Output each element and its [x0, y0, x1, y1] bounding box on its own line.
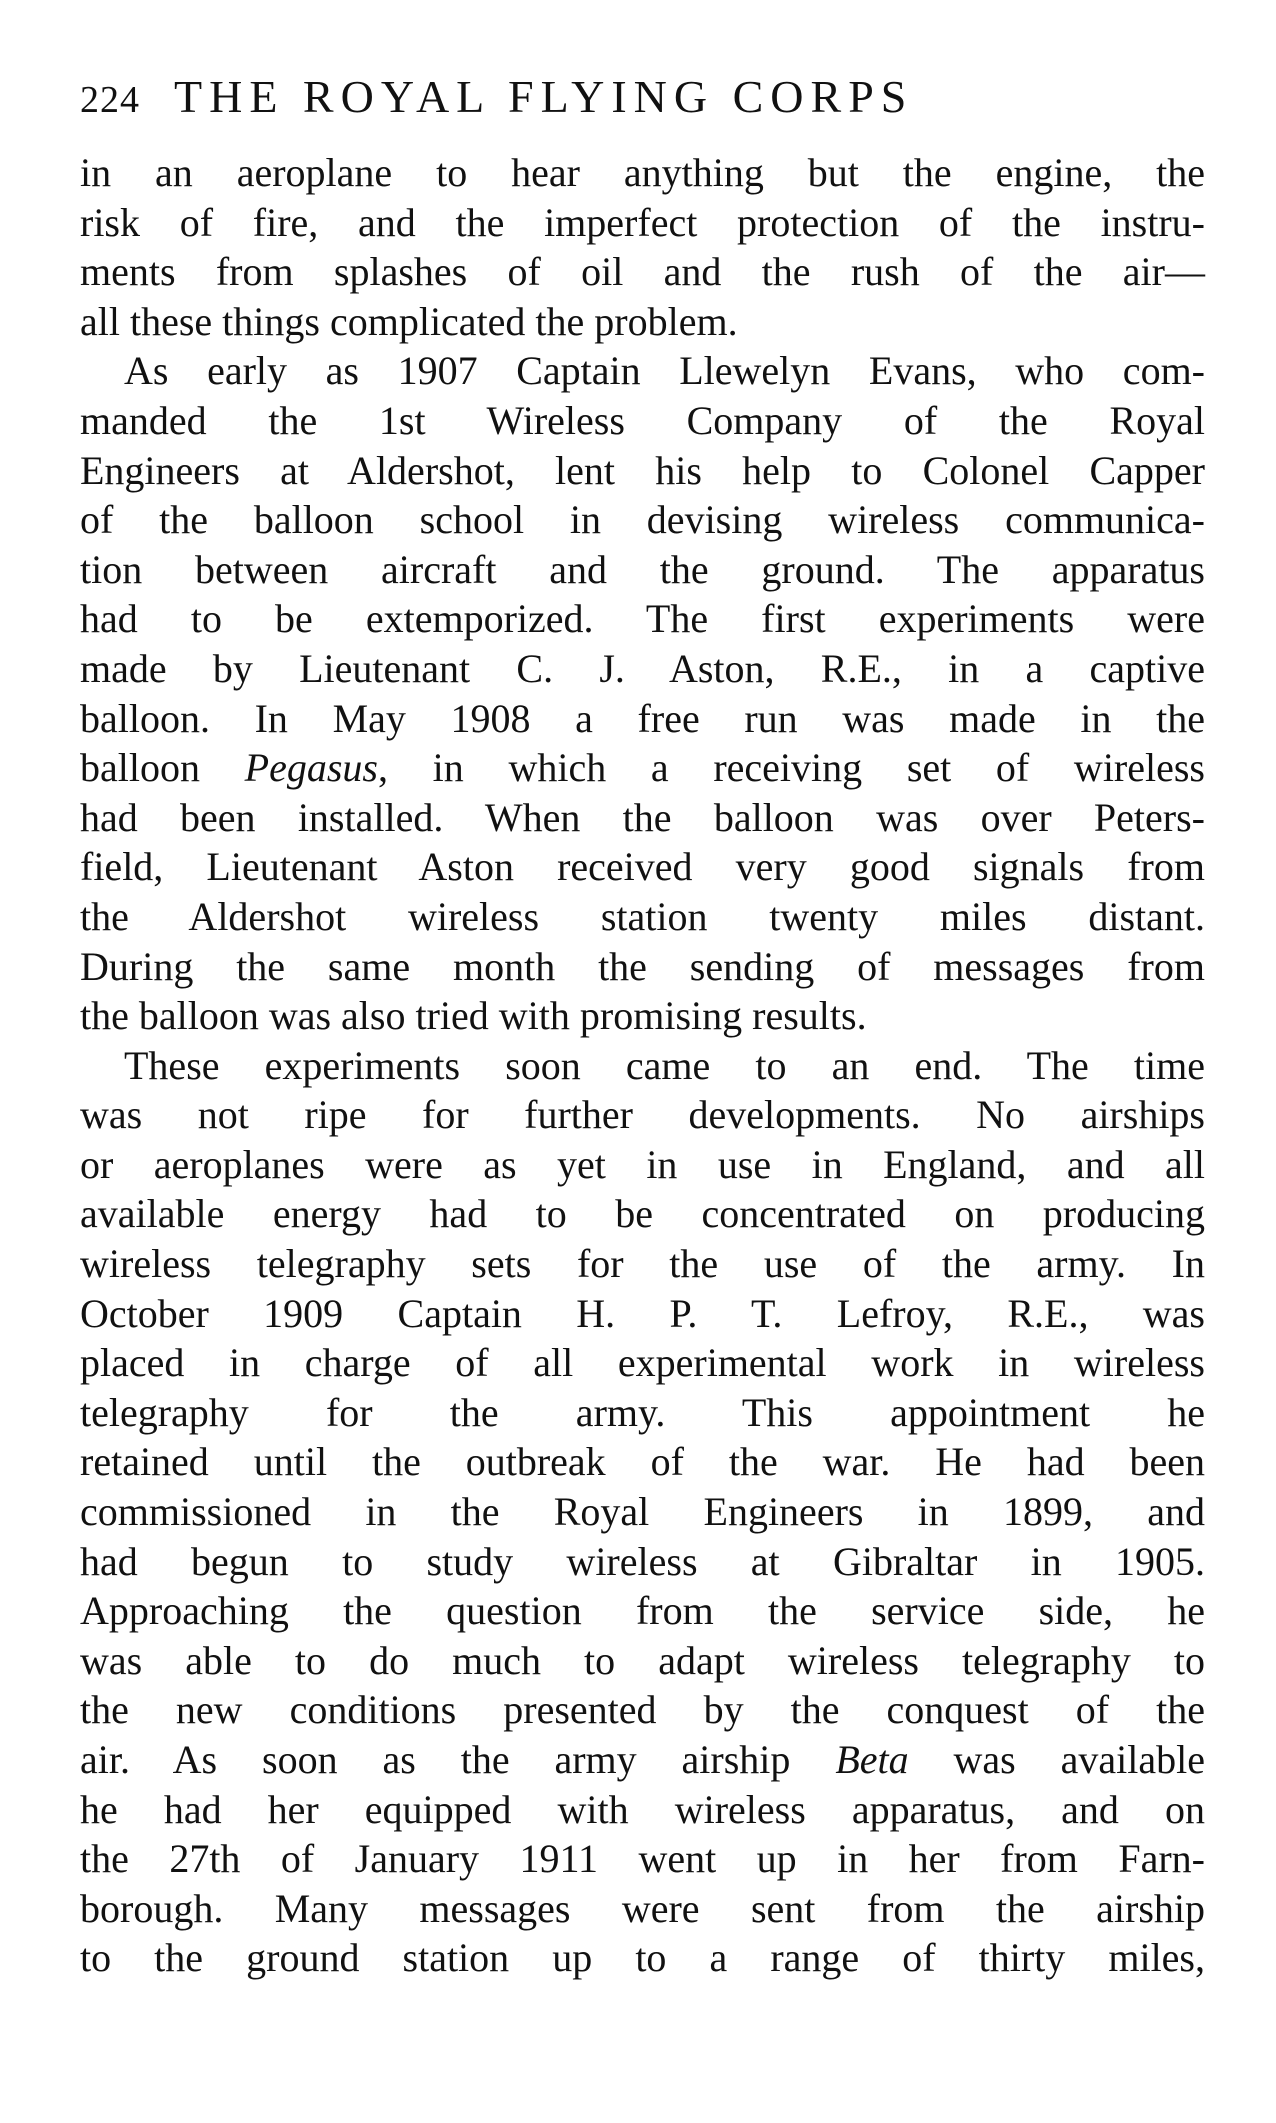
text-line: retained until the outbreak of the war. He had been [80, 1439, 1205, 1485]
text-run: balloon [80, 745, 245, 791]
text-line: had been installed. When the balloon was over Peters- [80, 794, 1205, 840]
text-line-with-italic [80, 1735, 1205, 1785]
text-line: telegraphy for the army. This appointment he [80, 1389, 1205, 1435]
text-line: was able to do much to adapt wireless telegraphy to [80, 1637, 1205, 1683]
page-number: 224 [80, 79, 140, 121]
text-line: was not ripe for further developments. No airships [80, 1092, 1205, 1138]
text-line: Engineers at Aldershot, lent his help to Colonel Capper [80, 447, 1205, 493]
text-line: available energy had to be concentrated on producing [80, 1191, 1205, 1237]
text-line: had to be extemporized. The first experiments were [80, 596, 1205, 642]
text-line: all these things complicated the problem. [80, 298, 738, 344]
text-line: of the balloon school in devising wireless communica- [80, 497, 1205, 543]
text-line: manded the 1st Wireless Company of the Royal [80, 397, 1205, 443]
text-line: made by Lieutenant C. J. Aston, R.E., in a captive [80, 645, 1205, 691]
text-run: air. As soon as the army airship [80, 1737, 836, 1782]
paragraph-1 [80, 148, 1205, 346]
text-line: the balloon was also tried with promising results. [80, 993, 867, 1039]
text-line: the new conditions presented by the conquest of the [80, 1687, 1205, 1733]
ship-name-italic: Beta [835, 1737, 909, 1782]
text-line: in an aeroplane to hear anything but the engine, the [80, 150, 1205, 195]
text-line: the Aldershot wireless station twenty miles distant. [80, 893, 1205, 939]
text-line: the 27th of January 1911 went up in her from Farn- [80, 1836, 1205, 1882]
text-line: borough. Many messages were sent from the airship [80, 1885, 1205, 1931]
text-line: or aeroplanes were as yet in use in England, and all [80, 1141, 1205, 1187]
text-line: As early as 1907 Captain Llewelyn Evans, who com- [124, 348, 1205, 394]
text-run: , in which a receiving set of wireless [378, 745, 1206, 791]
body-text [80, 148, 1205, 1983]
text-line: ments from splashes of oil and the rush of the air— [80, 249, 1205, 295]
page-header [80, 70, 1180, 140]
text-line: October 1909 Captain H. P. T. Lefroy, R.E., was [80, 1290, 1205, 1336]
text-run: was available [908, 1737, 1205, 1782]
text-line: risk of fire, and the imperfect protection of the instru- [80, 199, 1205, 245]
text-line: balloon. In May 1908 a free run was made in the [80, 695, 1205, 741]
text-line-with-italic [80, 743, 1205, 793]
text-line: commissioned in the Royal Engineers in 1899, and [80, 1489, 1205, 1535]
text-line: to the ground station up to a range of thirty miles, [80, 1935, 1205, 1981]
text-line: During the same month the sending of messages from [80, 943, 1205, 989]
paragraph-3 [80, 1041, 1205, 1983]
text-line: tion between aircraft and the ground. The apparatus [80, 546, 1205, 592]
paragraph-2 [80, 346, 1205, 1040]
text-line: wireless telegraphy sets for the use of the army. In [80, 1241, 1205, 1287]
text-line: placed in charge of all experimental work in wireless [80, 1340, 1205, 1386]
running-head: THE ROYAL FLYING CORPS [174, 71, 914, 122]
text-line: field, Lieutenant Aston received very good signals from [80, 844, 1205, 890]
text-line: he had her equipped with wireless apparatus, and on [80, 1786, 1205, 1832]
text-line: had begun to study wireless at Gibraltar in 1905. [80, 1538, 1205, 1584]
ship-name-italic: Pegasus [244, 745, 378, 791]
text-line: These experiments soon came to an end. The time [124, 1042, 1205, 1088]
text-line: Approaching the question from the service side, he [80, 1588, 1205, 1634]
